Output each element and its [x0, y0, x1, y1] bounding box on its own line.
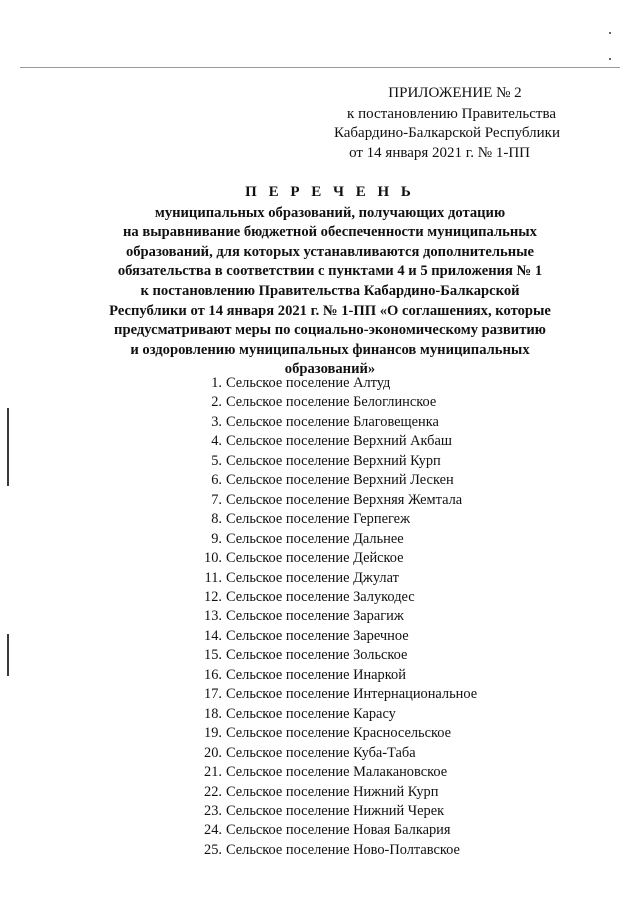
appendix-date-line: от 14 января 2021 г. № 1-ПП: [349, 144, 530, 161]
item-text: Сельское поселение Интернациональное: [226, 686, 478, 703]
item-text: Сельское поселение Джулат: [226, 569, 399, 586]
list-item: [190, 607, 530, 626]
list-item: [190, 549, 530, 568]
item-number: 10.: [204, 550, 222, 567]
title-line: Республики от 14 января 2021 г. № 1-ПП «О соглашениях, которые: [109, 302, 551, 319]
item-number: 23.: [204, 802, 222, 819]
list-item: [190, 685, 530, 704]
list-item: [190, 374, 530, 393]
appendix-resolution-line: к постановлению Правительства: [347, 105, 556, 122]
item-text: Сельское поселение Ново-Полтавское: [226, 841, 460, 858]
item-number: 3.: [211, 413, 222, 430]
list-item: [190, 393, 530, 412]
item-number: 1.: [211, 375, 222, 391]
list-item: [190, 569, 530, 588]
title-line: образований»: [284, 361, 376, 378]
item-text: Сельское поселение Верхний Лескен: [226, 472, 454, 489]
list-item: [190, 821, 530, 840]
appendix-block: [320, 84, 580, 163]
item-number: 16.: [204, 666, 222, 683]
item-number: 20.: [204, 744, 222, 761]
item-text: Сельское поселение Дейское: [226, 550, 404, 567]
item-number: 5.: [211, 452, 222, 469]
list-item: [190, 510, 530, 529]
title-line: на выравнивание бюджетной обеспеченности муниципальных: [123, 224, 537, 241]
list-item: [190, 783, 530, 802]
title-line: предусматривают меры по социально-экономическому развитию: [114, 322, 546, 339]
item-number: 15.: [204, 647, 222, 664]
document-title: [80, 183, 580, 380]
list-item: [190, 491, 530, 510]
list-item: [190, 763, 530, 782]
item-number: 4.: [211, 433, 222, 450]
item-number: 14.: [204, 627, 222, 644]
item-number: 11.: [204, 569, 222, 586]
item-number: 18.: [204, 705, 222, 722]
item-text: Сельское поселение Алтуд: [226, 375, 391, 391]
item-number: 8.: [211, 511, 222, 528]
item-text: Сельское поселение Верхний Акбаш: [226, 433, 452, 450]
list-item: [190, 530, 530, 549]
item-number: 12.: [204, 588, 222, 605]
scan-edge-mark: [7, 634, 9, 676]
scan-speck: [609, 32, 611, 34]
item-number: 24.: [204, 822, 222, 839]
list-item: [190, 724, 530, 743]
item-number: 7.: [211, 491, 222, 508]
list-item: [190, 452, 530, 471]
item-text: Сельское поселение Залукодес: [226, 588, 415, 605]
item-number: 9.: [211, 530, 222, 547]
item-text: Сельское поселение Малакановское: [226, 764, 448, 781]
list-item: [190, 627, 530, 646]
item-text: Сельское поселение Карасу: [226, 705, 396, 722]
list-item: [190, 841, 530, 860]
item-number: 17.: [204, 686, 222, 703]
item-text: Сельское поселение Инаркой: [226, 666, 406, 683]
item-number: 25.: [204, 841, 222, 858]
item-text: Сельское поселение Белоглинское: [226, 394, 437, 411]
item-number: 6.: [211, 472, 222, 489]
title-line: обязательства в соответствии с пунктами 4 и 5 приложения № 1: [117, 263, 543, 280]
scan-border-line: [20, 67, 620, 68]
item-text: Сельское поселение Дальнее: [226, 530, 404, 547]
title-line: образований, для которых устанавливаются дополнительные: [125, 243, 535, 260]
appendix-government-line: Кабардино-Балкарской Республики: [333, 125, 560, 141]
title-line: муниципальных образований, получающих дотацию: [154, 204, 506, 221]
item-number: 13.: [204, 608, 222, 625]
list-item: [190, 802, 530, 821]
scan-speck: [609, 58, 611, 60]
scan-edge-mark: [7, 408, 9, 486]
item-text: Сельское поселение Верхний Курп: [226, 452, 441, 469]
title-line: к постановлению Правительства Кабардино-Балкарской: [140, 282, 520, 299]
item-text: Сельское поселение Герпегеж: [226, 511, 411, 528]
list-item: [190, 666, 530, 685]
title-heading: П Е Р Е Ч Е Н Ь: [245, 184, 415, 200]
list-item: [190, 432, 530, 451]
list-item: [190, 413, 530, 432]
item-text: Сельское поселение Заречное: [226, 627, 409, 644]
item-number: 2.: [211, 394, 222, 411]
item-text: Сельское поселение Нижний Черек: [226, 802, 445, 819]
item-text: Сельское поселение Красносельское: [226, 725, 451, 742]
settlement-list: [190, 374, 530, 860]
list-item: [190, 705, 530, 724]
item-number: 21.: [204, 764, 222, 781]
item-text: Сельское поселение Благовещенка: [226, 413, 439, 430]
item-text: Сельское поселение Зольское: [226, 647, 408, 664]
list-item: [190, 744, 530, 763]
item-text: Сельское поселение Новая Балкария: [226, 822, 451, 839]
item-number: 19.: [204, 725, 222, 742]
item-text: Сельское поселение Нижний Курп: [226, 783, 439, 800]
item-text: Сельское поселение Верхняя Жемтала: [226, 491, 463, 508]
title-line: и оздоровлению муниципальных финансов муниципальных: [130, 341, 530, 358]
item-text: Сельское поселение Зарагиж: [226, 608, 404, 625]
item-number: 22.: [204, 783, 222, 800]
list-item: [190, 588, 530, 607]
list-item: [190, 646, 530, 665]
appendix-number: ПРИЛОЖЕНИЕ № 2: [388, 85, 522, 101]
item-text: Сельское поселение Куба-Таба: [226, 744, 416, 761]
list-item: [190, 471, 530, 490]
